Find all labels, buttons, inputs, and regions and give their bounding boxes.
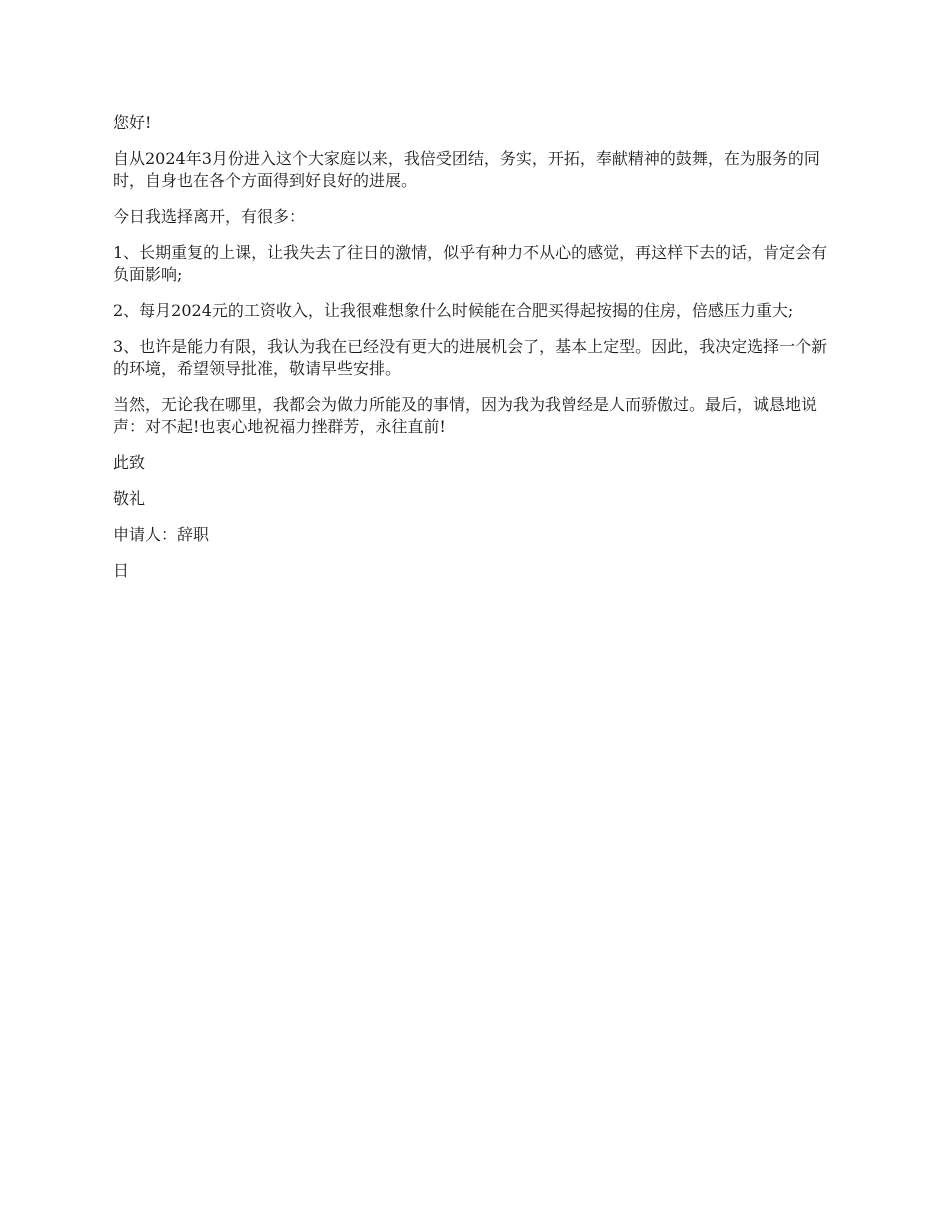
date-line: 日 [113,561,130,580]
reason-item-2: 2、每月2024元的工资收入，让我很难想象什么时候能在合肥买得起按揭的住房，倍感压力重大; [113,301,794,320]
resignation-letter [113,112,833,596]
closing-paragraph: 当然，无论我在哪里，我都会为做力所能及的事情，因为我为我曾经是人而骄傲过。最后，诚恳地说声：对不起!也衷心地祝福力挫群芳，永往直前! [113,395,818,436]
reason-lead: 今日我选择离开，有很多： [113,207,306,226]
greeting: 您好! [113,113,152,132]
reason-item-1: 1、长期重复的上课，让我失去了往日的激情，似乎有种力不从心的感觉，再这样下去的话，肯定会有负面影响; [113,243,828,284]
reason-item-3: 3、也许是能力有限，我认为我在已经没有更大的进展机会了，基本上定型。因此，我决定选择一个新的环境，希望领导批准，敬请早些安排。 [113,337,828,378]
salutation-jing-li: 敬礼 [113,489,146,508]
applicant-line: 申请人：辞职 [113,525,210,544]
intro-paragraph: 自从2024年3月份进入这个大家庭以来，我倍受团结，务实，开拓，奉献精神的鼓舞，在为服务的同时，自身也在各个方面得到好良好的进展。 [113,149,820,190]
salutation-ci-zhi: 此致 [113,453,146,472]
